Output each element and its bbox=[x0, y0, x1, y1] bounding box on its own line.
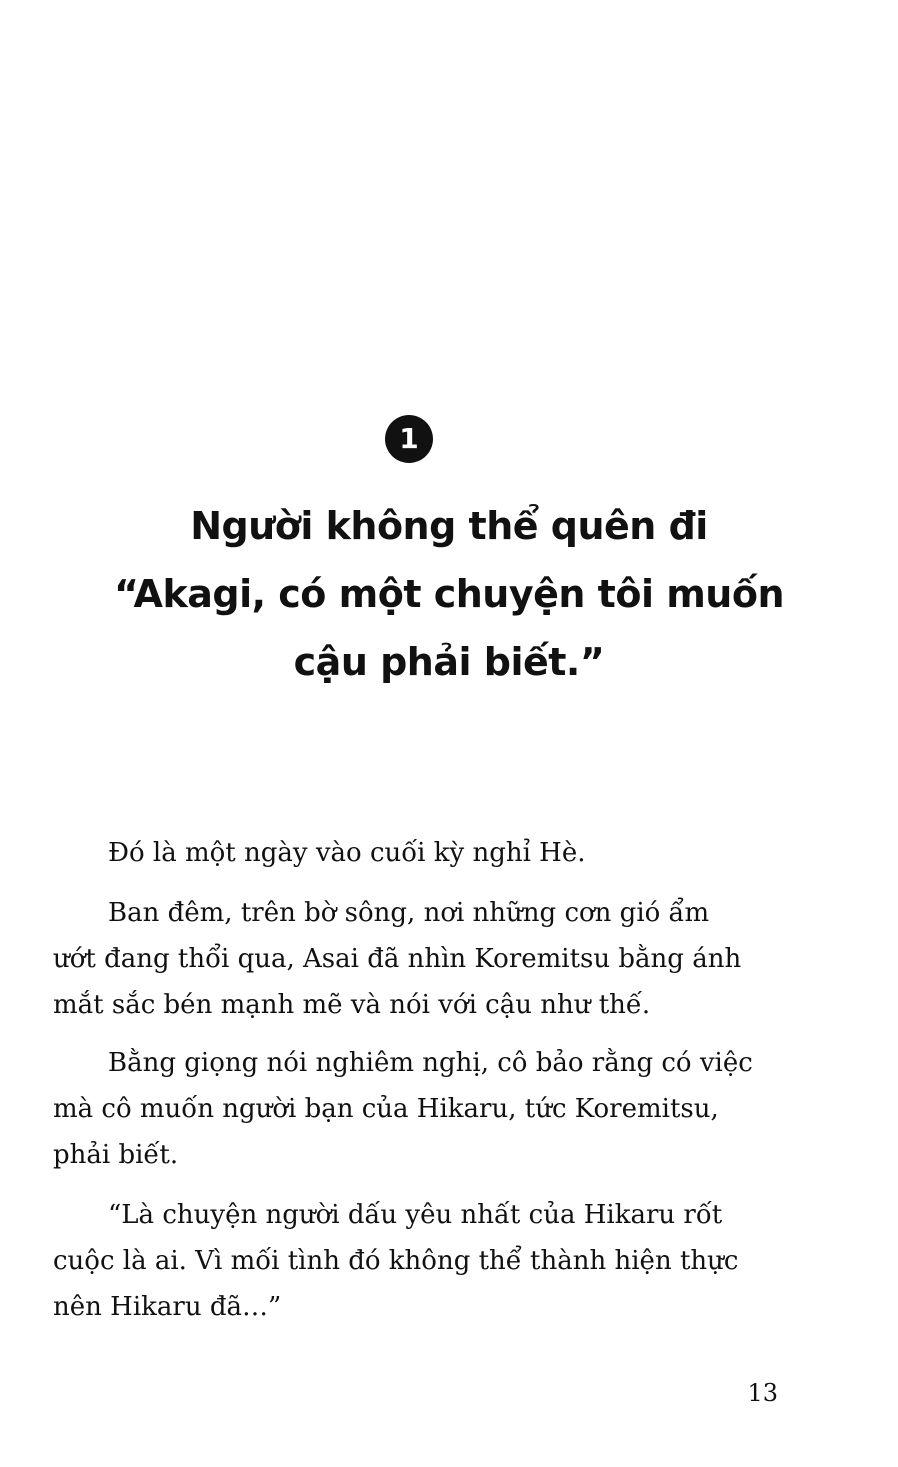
paragraph bbox=[108, 830, 780, 876]
paragraph-line: Ban đêm, trên bờ sông, nơi những cơn gió ẩm bbox=[108, 898, 710, 928]
chapter-number-badge: 1 bbox=[385, 415, 433, 463]
paragraph-line: “Là chuyện người dấu yêu nhất của Hikaru rốt bbox=[108, 1200, 723, 1230]
chapter-title-line: “Akagi, có một chuyện tôi muốn bbox=[113, 572, 785, 616]
paragraph bbox=[53, 1040, 780, 1178]
paragraph-line: ướt đang thổi qua, Asai đã nhìn Koremitsu bằng ánh bbox=[53, 944, 742, 974]
paragraph-line: cuộc là ai. Vì mối tình đó không thể thành hiện thực bbox=[53, 1246, 739, 1276]
paragraph-line: mà cô muốn người bạn của Hikaru, tức Koremitsu, bbox=[53, 1094, 719, 1124]
paragraph-line: Đó là một ngày vào cuối kỳ nghỉ Hè. bbox=[108, 838, 586, 868]
paragraph-line: Bằng giọng nói nghiêm nghị, cô bảo rằng có việc bbox=[108, 1048, 753, 1078]
paragraph bbox=[53, 890, 780, 1028]
paragraph bbox=[53, 1192, 780, 1330]
chapter-title-line: Người không thể quên đi bbox=[190, 504, 708, 548]
paragraph-line: mắt sắc bén mạnh mẽ và nói với cậu như thế. bbox=[53, 990, 651, 1020]
page-number: 13 bbox=[747, 1379, 778, 1407]
paragraph-line: phải biết. bbox=[53, 1140, 179, 1170]
paragraph-line: nên Hikaru đã…” bbox=[53, 1292, 282, 1322]
chapter-title-line: cậu phải biết.” bbox=[293, 640, 605, 684]
chapter-title bbox=[60, 492, 838, 696]
